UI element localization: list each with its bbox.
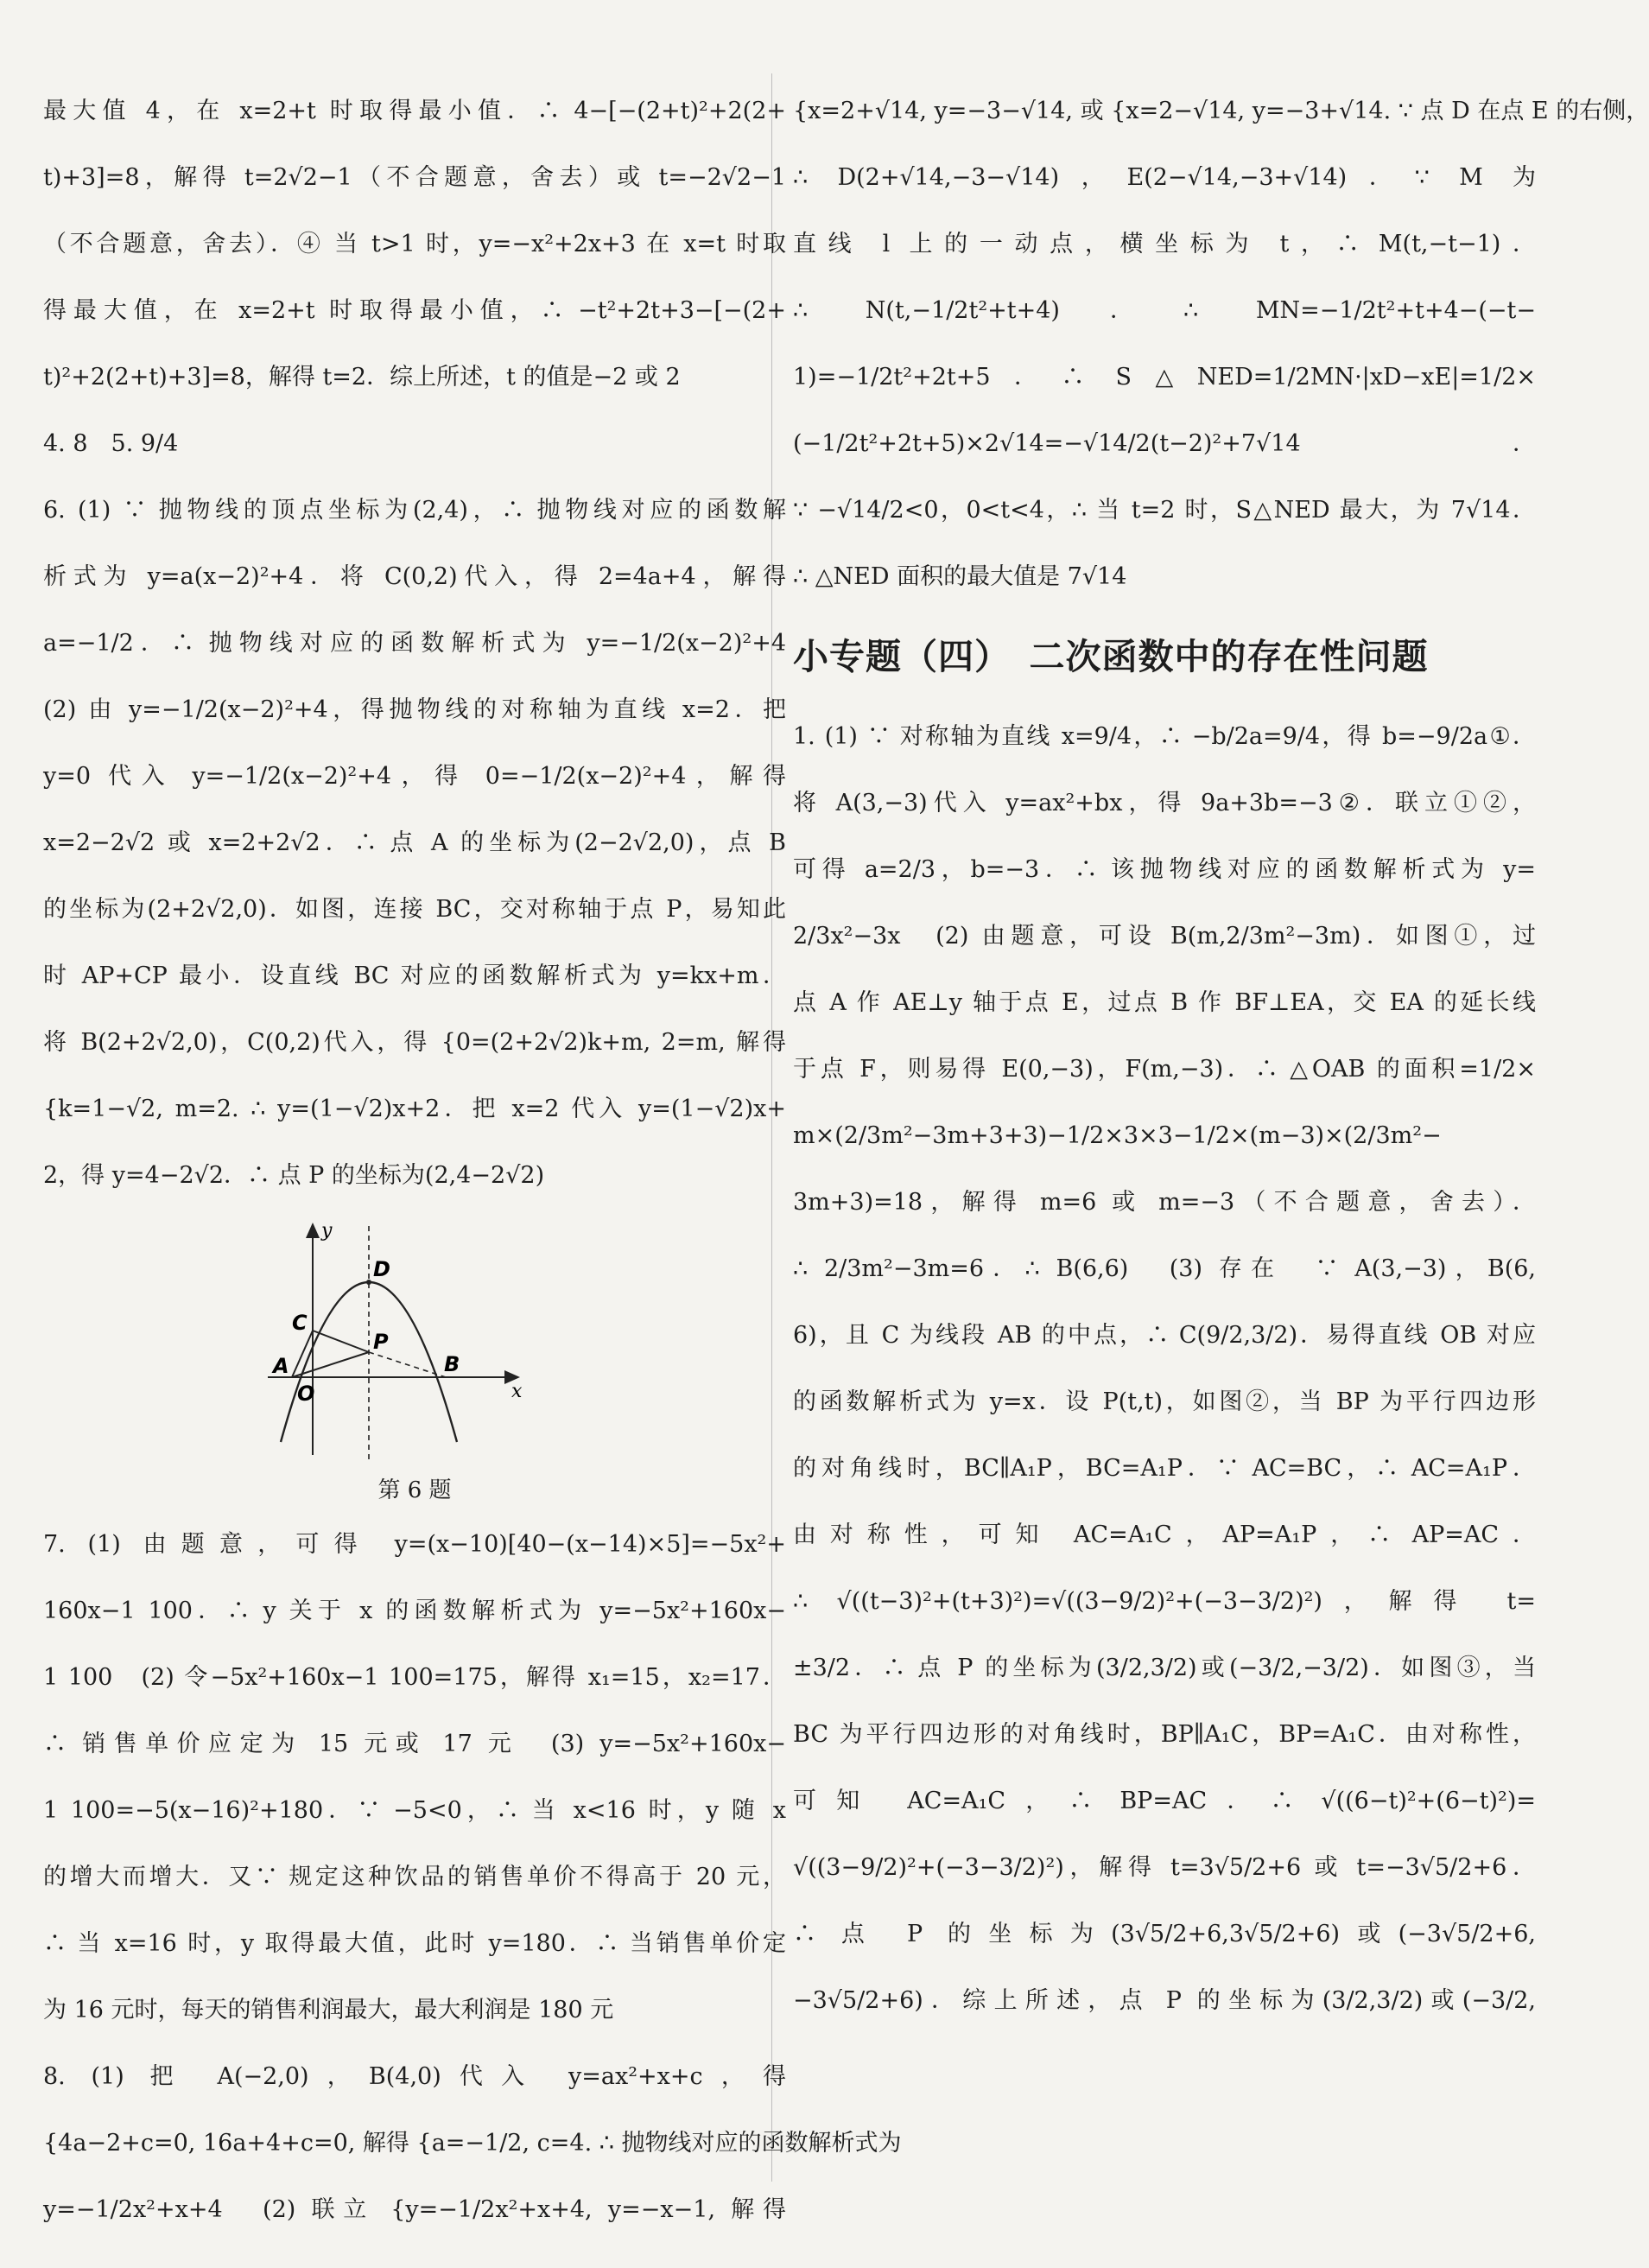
- text-line: ∴ 当 x=16 时，y 取得最大值，此时 y=180．∴ 当销售单价定: [43, 1930, 786, 1957]
- text-line: 时 AP+CP 最小．设直线 BC 对应的函数解析式为 y=kx+m．: [43, 962, 786, 989]
- label-p: P: [373, 1330, 389, 1354]
- text-line: 7. (1) 由题意，可得 y=(x−10)[40−(x−14)×5]=−5x²+: [43, 1531, 786, 1558]
- text-line: t)+3]=8，解得 t=2√2−1（不合题意，舍去）或 t=−2√2−1: [43, 164, 786, 191]
- text-line: ∴ D(2+√14,−3−√14)，E(2−√14,−3+√14)．∵ M 为: [793, 164, 1536, 191]
- text-line: 可知 AC=A₁C，∴ BP=AC．∴ √((6−t)²+(6−t)²)=: [793, 1788, 1536, 1814]
- point-d: [366, 1280, 371, 1285]
- text-line: (2) 由 y=−1/2(x−2)²+4，得抛物线的对称轴为直线 x=2．把: [43, 696, 786, 723]
- text-line: √((3−9/2)²+(−3−3/2)²)，解得 t=3√5/2+6 或 t=−3√5/2+6．: [793, 1854, 1536, 1881]
- text-line: (−1/2t²+2t+5)×2√14=−√14/2(t−2)²+7√14．: [793, 430, 1536, 457]
- text-line: 2/3x²−3x (2) 由题意，可设 B(m,2/3m²−3m)．如图①，过: [793, 923, 1536, 950]
- text-line: 直线 l 上的一动点，横坐标为 t，∴ M(t,−t−1)．: [793, 231, 1536, 257]
- text-line: 可得 a=2/3，b=−3．∴ 该抛物线对应的函数解析式为 y=: [793, 856, 1536, 883]
- text-line: 将 B(2+2√2,0)，C(0,2)代入，得 {0=(2+2√2)k+m, 2=m, 解得: [43, 1029, 786, 1056]
- text-line: ∴ 点 P 的坐标为(3√5/2+6,3√5/2+6)或(−3√5/2+6,: [793, 1921, 1536, 1947]
- section-title: 小专题（四） 二次函数中的存在性问题: [793, 636, 1429, 677]
- text-line: m×(2/3m²−3m+3+3)−1/2×3×3−1/2×(m−3)×(2/3m²−: [793, 1122, 1442, 1149]
- text-line: 2，得 y=4−2√2．∴ 点 P 的坐标为(2,4−2√2): [43, 1162, 545, 1189]
- text-line: （不合题意，舍去）．④ 当 t>1 时，y=−x²+2x+3 在 x=t 时取: [43, 231, 786, 257]
- text-line: 的函数解析式为 y=x．设 P(t,t)，如图②，当 BP 为平行四边形: [793, 1388, 1536, 1415]
- text-line: ∴ √((t−3)²+(t+3)²)=√((3−9/2)²+(−3−3/2)²)，解得 t=: [793, 1588, 1536, 1615]
- figure-6: [43, 1217, 786, 1511]
- answer-4-5: 4. 8 5. 9/4: [43, 430, 179, 457]
- label-o: O: [297, 1382, 315, 1406]
- text-line: 最大值 4，在 x=2+t 时取得最小值．∴ 4−[−(2+t)²+2(2+: [43, 98, 786, 124]
- text-line: a=−1/2．∴ 抛物线对应的函数解析式为 y=−1/2(x−2)²+4: [43, 630, 786, 657]
- label-y: y: [321, 1220, 333, 1242]
- segment-ap: [292, 1352, 369, 1377]
- segment-pb: [369, 1352, 446, 1377]
- text-line: {4a−2+c=0, 16a+4+c=0, 解得 {a=−1/2, c=4. ∴ 抛物线对应的函数解析式为: [43, 2130, 902, 2157]
- label-d: D: [373, 1257, 390, 1281]
- text-line: 6)，且 C 为线段 AB 的中点，∴ C(9/2,3/2)．易得直线 OB 对应: [793, 1322, 1536, 1349]
- right-column: [793, 78, 1649, 2034]
- text-line: 1 100 (2) 令−5x²+160x−1 100=175，解得 x₁=15，x₂=17．: [43, 1664, 786, 1691]
- parabola-figure: [259, 1217, 536, 1477]
- text-line: ∴ 2/3m²−3m=6．∴ B(6,6) (3) 存在 ∵ A(3,−3)，B(6,: [793, 1255, 1536, 1282]
- text-line: ∴ △NED 面积的最大值是 7√14: [793, 563, 1127, 590]
- text-line: ±3/2．∴ 点 P 的坐标为(3/2,3/2)或(−3/2,−3/2)．如图③，当: [793, 1655, 1536, 1681]
- text-line: ∵ −√14/2<0，0<t<4，∴ 当 t=2 时，S△NED 最大，为 7√14．: [793, 497, 1536, 524]
- text-line: 由对称性，可知 AC=A₁C，AP=A₁P，∴ AP=AC．: [793, 1522, 1536, 1548]
- segment-cp: [313, 1331, 369, 1352]
- label-a: A: [273, 1354, 289, 1378]
- label-c: C: [292, 1311, 308, 1335]
- text-line: BC 为平行四边形的对角线时，BP∥A₁C，BP=A₁C．由对称性，: [793, 1721, 1536, 1748]
- left-column: [43, 78, 902, 2243]
- text-line: ∴ 销售单价应定为 15 元或 17 元 (3) y=−5x²+160x−: [43, 1731, 786, 1757]
- text-line: 3m+3)=18，解得 m=6 或 m=−3（不合题意，舍去）．: [793, 1189, 1536, 1216]
- text-line: 1 100=−5(x−16)²+180．∵ −5<0，∴ 当 x<16 时，y 随 x: [43, 1797, 786, 1824]
- text-line: 1. (1) ∵ 对称轴为直线 x=9/4，∴ −b/2a=9/4，得 b=−9/2a①．: [793, 723, 1536, 750]
- label-b: B: [444, 1352, 460, 1376]
- text-line: y=0 代入 y=−1/2(x−2)²+4，得 0=−1/2(x−2)²+4，解得: [43, 763, 786, 790]
- text-line: 点 A 作 AE⊥y 轴于点 E，过点 B 作 BF⊥EA，交 EA 的延长线: [793, 989, 1536, 1016]
- text-line: 为 16 元时，每天的销售利润最大，最大利润是 180 元: [43, 1997, 614, 2023]
- text-line: −3√5/2+6)．综上所述，点 P 的坐标为(3/2,3/2)或(−3/2,: [793, 1987, 1536, 2014]
- text-line: 的对角线时，BC∥A₁P，BC=A₁P．∵ AC=BC，∴ AC=A₁P．: [793, 1455, 1536, 1482]
- text-line: 的增大而增大．又∵ 规定这种饮品的销售单价不得高于 20 元，: [43, 1864, 786, 1890]
- text-line: y=−1/2x²+x+4 (2) 联立 {y=−1/2x²+x+4, y=−x−1, 解得: [43, 2196, 786, 2223]
- text-line: 6. (1) ∵ 抛物线的顶点坐标为(2,4)，∴ 抛物线对应的函数解: [43, 497, 786, 524]
- text-line: 析式为 y=a(x−2)²+4．将 C(0,2)代入，得 2=4a+4，解得: [43, 563, 786, 590]
- text-line: 8. (1) 把 A(−2,0)，B(4,0)代入 y=ax²+x+c，得: [43, 2063, 786, 2090]
- label-x: x: [511, 1381, 523, 1402]
- text-line: 将 A(3,−3)代入 y=ax²+bx，得 9a+3b=−3②．联立①②，: [793, 790, 1536, 816]
- text-line: x=2−2√2 或 x=2+2√2．∴ 点 A 的坐标为(2−2√2,0)，点 B: [43, 829, 786, 856]
- text-line: {k=1−√2, m=2. ∴ y=(1−√2)x+2．把 x=2 代入 y=(1−√2)x+: [43, 1096, 786, 1122]
- text-line: t)²+2(2+t)+3]=8，解得 t=2．综上所述，t 的值是−2 或 2: [43, 364, 681, 391]
- text-line: ∴ N(t,−1/2t²+t+4)．∴ MN=−1/2t²+t+4−(−t−: [793, 297, 1536, 324]
- text-line: {x=2+√14, y=−3−√14, 或 {x=2−√14, y=−3+√14. ∵ 点 D 在点 E 的右侧，: [793, 98, 1649, 124]
- text-line: 的坐标为(2+2√2,0)．如图，连接 BC，交对称轴于点 P，易知此: [43, 896, 786, 923]
- text-line: 1)=−1/2t²+2t+5．∴ S△NED=1/2MN·|xD−xE|=1/2×: [793, 364, 1536, 391]
- text-line: 于点 F，则易得 E(0,−3)，F(m,−3)．∴ △OAB 的面积=1/2×: [793, 1056, 1536, 1083]
- figure-caption: 第 6 题: [377, 1477, 452, 1503]
- text-line: 160x−1 100．∴ y 关于 x 的函数解析式为 y=−5x²+160x−: [43, 1598, 786, 1624]
- text-line: 得最大值，在 x=2+t 时取得最小值，∴ −t²+2t+3−[−(2+: [43, 297, 786, 324]
